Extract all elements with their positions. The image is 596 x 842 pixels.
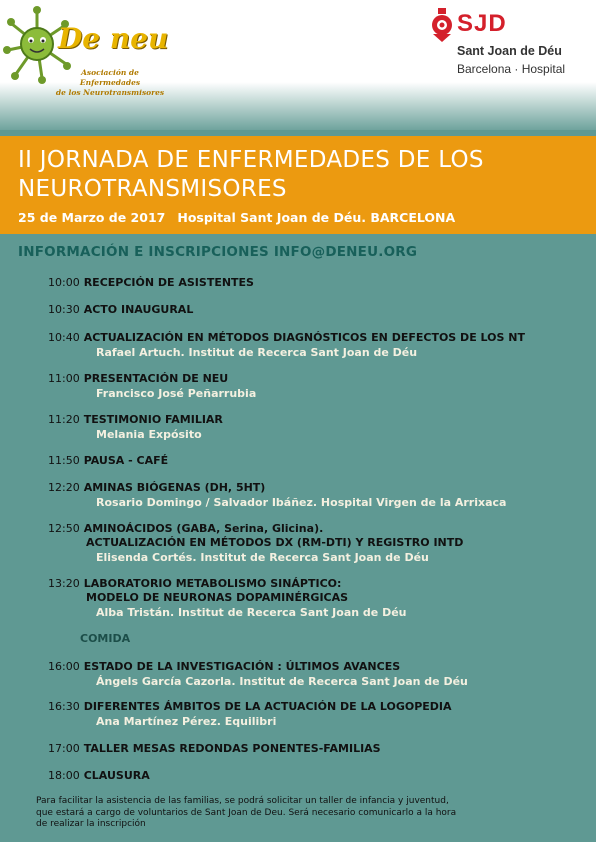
header xyxy=(0,0,596,130)
program-item xyxy=(48,454,168,468)
item-title: ACTO INAUGURAL xyxy=(83,303,194,316)
item-title: DIFERENTES ÁMBITOS DE LA ACTUACIÓN DE LA LOGOPEDIA xyxy=(83,700,452,713)
event-date: 25 de Marzo de 2017 xyxy=(18,210,166,225)
deneu-logo-subtitle xyxy=(50,68,170,98)
item-speaker: Rafael Artuch. Institut de Recerca Sant Joan de Déu xyxy=(96,346,418,359)
item-speaker: Elisenda Cortés. Institut de Recerca Sant Joan de Déu xyxy=(96,551,429,564)
sjd-name: Sant Joan de Déu xyxy=(457,44,562,58)
event-date-venue xyxy=(18,210,467,225)
footer-line-3: de realizar la inscripción xyxy=(36,819,146,829)
program-item xyxy=(48,413,223,442)
item-speaker: Francisco José Peñarrubia xyxy=(96,387,257,400)
item-time: 11:20 xyxy=(48,413,80,426)
item-title: AMINAS BIÓGENAS (DH, 5HT) xyxy=(83,481,266,494)
item-time: 13:20 xyxy=(48,577,80,590)
program-item xyxy=(48,303,193,317)
program-item xyxy=(48,742,381,756)
program-item xyxy=(48,331,525,360)
item-time: 10:40 xyxy=(48,331,80,344)
item-time: 16:30 xyxy=(48,700,80,713)
item-time: 11:00 xyxy=(48,372,80,385)
deneu-logo xyxy=(2,4,172,96)
item-title: ACTUALIZACIÓN EN MÉTODOS DIAGNÓSTICOS EN DEFECTOS DE LOS NT xyxy=(83,331,525,344)
item-title-line-2: ACTUALIZACIÓN EN MÉTODOS DX (RM-DTI) Y REGISTRO INTD xyxy=(86,536,464,549)
program-item xyxy=(48,769,150,783)
item-speaker: Ángels García Cazorla. Institut de Recerca Sant Joan de Déu xyxy=(96,675,468,688)
deneu-subtitle-line-2: de los Neurotransmisores xyxy=(55,88,165,97)
sjd-logo xyxy=(425,6,595,86)
event-title: II JORNADA DE ENFERMEDADES DE LOS NEUROTRANSMISORES xyxy=(18,147,484,202)
item-speaker: Rosario Domingo / Salvador Ibáñez. Hospital Virgen de la Arrixaca xyxy=(96,496,507,509)
item-speaker: Melania Expósito xyxy=(96,428,202,441)
lunch-break: COMIDA xyxy=(80,632,131,645)
registration-info: INFORMACIÓN E INSCRIPCIONES INFO@DENEU.ORG xyxy=(18,244,418,260)
item-title: TESTIMONIO FAMILIAR xyxy=(83,413,223,426)
item-title: ESTADO DE LA INVESTIGACIÓN : ÚLTIMOS AVANCES xyxy=(83,660,401,673)
item-title: RECEPCIÓN DE ASISTENTES xyxy=(83,276,254,289)
item-time: 10:30 xyxy=(48,303,80,316)
title-banner xyxy=(0,136,596,234)
item-title-line-2: MODELO DE NEURONAS DOPAMINÉRGICAS xyxy=(86,591,349,604)
sjd-emblem-icon xyxy=(429,8,455,42)
item-time: 12:20 xyxy=(48,481,80,494)
item-title: PAUSA - CAFÉ xyxy=(83,454,169,467)
program-item xyxy=(48,372,256,401)
program-item xyxy=(48,481,506,510)
item-title: PRESENTACIÓN DE NEU xyxy=(83,372,229,385)
program-item xyxy=(48,577,407,620)
sjd-city: Barcelona · Hospital xyxy=(457,62,566,76)
item-title: TALLER MESAS REDONDAS PONENTES-FAMILIAS xyxy=(83,742,381,755)
deneu-logo-title: De neu xyxy=(58,22,169,55)
footer-note xyxy=(36,796,556,831)
item-speaker: Ana Martínez Pérez. Equilibri xyxy=(96,715,277,728)
item-title: CLAUSURA xyxy=(83,769,150,782)
item-time: 10:00 xyxy=(48,276,80,289)
program-item xyxy=(48,522,463,565)
item-title: AMINOÁCIDOS (GABA, Serina, Glicina). xyxy=(83,522,324,535)
item-time: 17:00 xyxy=(48,742,80,755)
event-venue: Hospital Sant Joan de Déu. BARCELONA xyxy=(177,210,456,225)
program-item xyxy=(48,700,452,729)
item-time: 16:00 xyxy=(48,660,80,673)
program-item xyxy=(48,660,468,689)
item-time: 11:50 xyxy=(48,454,80,467)
footer-line-1: Para facilitar la asistencia de las familias, se podrá solicitar un taller de infancia y juventud, xyxy=(36,796,449,806)
item-speaker: Alba Tristán. Institut de Recerca Sant Joan de Déu xyxy=(96,606,407,619)
item-time: 12:50 xyxy=(48,522,80,535)
item-time: 18:00 xyxy=(48,769,80,782)
program-item xyxy=(48,276,254,290)
footer-line-2: que estará a cargo de voluntarios de Sant Joan de Deu. Será necesario comunicarlo a la hora xyxy=(36,807,457,818)
deneu-subtitle-line-1: Asociación de Enfermedades xyxy=(79,68,141,87)
item-title: LABORATORIO METABOLISMO SINÁPTICO: xyxy=(83,577,342,590)
sjd-abbr: SJD xyxy=(457,10,507,37)
